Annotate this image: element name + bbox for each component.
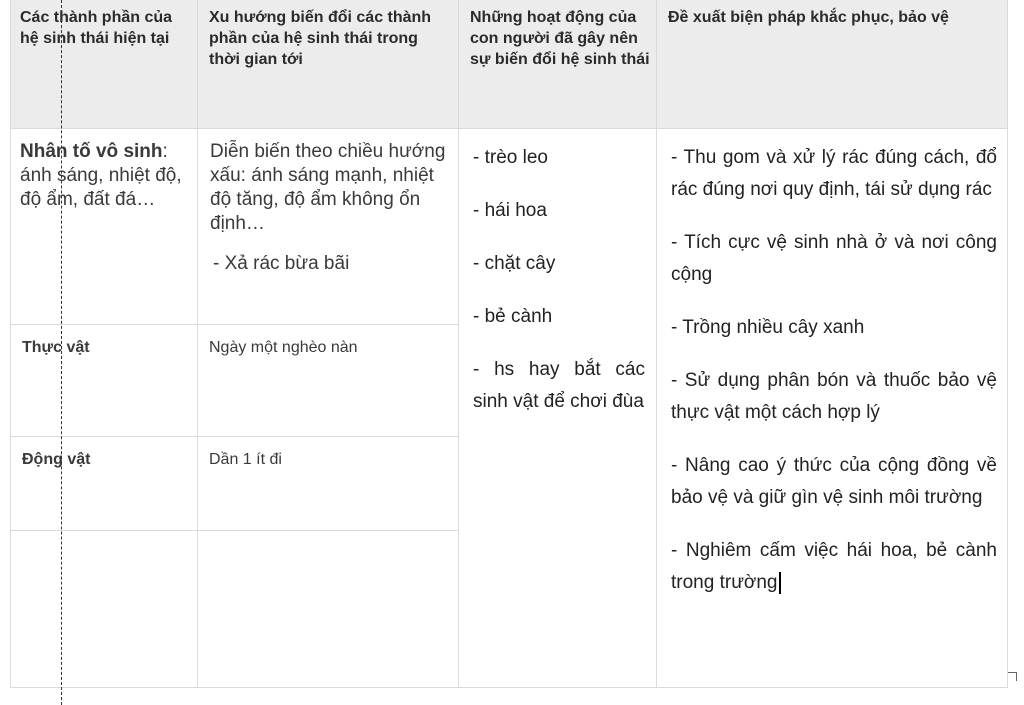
measure-item-last[interactable] [671,535,997,599]
table-border-bottom [10,687,1008,688]
header-divider [10,128,1008,129]
header-activities: Những hoạt động của con người đã gây nên sự biến đổi hệ sinh thái [470,9,650,68]
cell-abiotic-trend [210,140,450,276]
header-measures: Đề xuất biện pháp khắc phục, bảo vệ [668,9,949,26]
header-trend: Xu hướng biến đổi các thành phần của hệ sinh thái trong thời gian tới [209,9,432,68]
cell-plants: Thực vật [22,339,90,356]
cell-animals: Động vật [22,451,91,468]
abiotic-trend-text: Diễn biến theo chiều hướng xấu: ánh sáng mạnh, nhiệt độ tăng, độ ẩm không ổn định… [210,141,446,234]
cell-plants-trend: Ngày một nghèo nàn [209,339,358,356]
column-divider-2 [458,0,459,688]
text-cursor [779,572,781,594]
row-divider-3 [10,530,458,531]
measure-item: - Sử dụng phân bón và thuốc bảo vệ thực vật một cách hợp lý [671,370,997,423]
table-resize-handle[interactable] [1008,672,1017,681]
activity-item: - chặt cây [473,253,556,274]
measure-item: - Thu gom và xử lý rác đúng cách, đổ rác đúng nơi quy định, tái sử dụng rác [671,147,997,200]
cell-measures [671,142,997,599]
row-divider-2 [10,436,458,437]
activity-item: - hs hay bắt các sinh vật để chơi đùa [473,359,645,412]
abiotic-trend-extra: - Xả rác bừa bãi [213,253,350,274]
row-divider-1 [10,324,458,325]
measure-item: - Nâng cao ý thức của cộng đồng về bảo vệ và giữ gìn vệ sinh môi trường [671,455,997,508]
activity-item: - bẻ cành [473,306,553,327]
activity-item: - trèo leo [473,147,548,168]
abiotic-detail: : ánh sáng, nhiệt độ, độ ẩm, đất đá… [20,141,182,210]
measure-item: - Tích cực vệ sinh nhà ở và nơi công cộng [671,232,997,285]
cell-activities [473,142,645,439]
ecosystem-table [10,0,1008,688]
table-border-right [1007,0,1008,688]
activity-item: - hái hoa [473,200,547,221]
measure-item: - Trồng nhiều cây xanh [671,317,865,338]
column-divider-1 [197,0,198,688]
cell-animals-trend: Dần 1 ít đi [209,451,282,468]
column-divider-3 [656,0,657,688]
table-border-left [10,0,11,688]
text-boundary-guide [61,0,62,705]
abiotic-label: Nhân tố vô sinh [20,141,163,162]
measure-item-text: - Nghiêm cấm việc hái hoa, bẻ cành trong trường [671,540,997,593]
cell-abiotic-factor [20,140,192,212]
header-components: Các thành phần của hệ sinh thái hiện tại [20,9,173,47]
